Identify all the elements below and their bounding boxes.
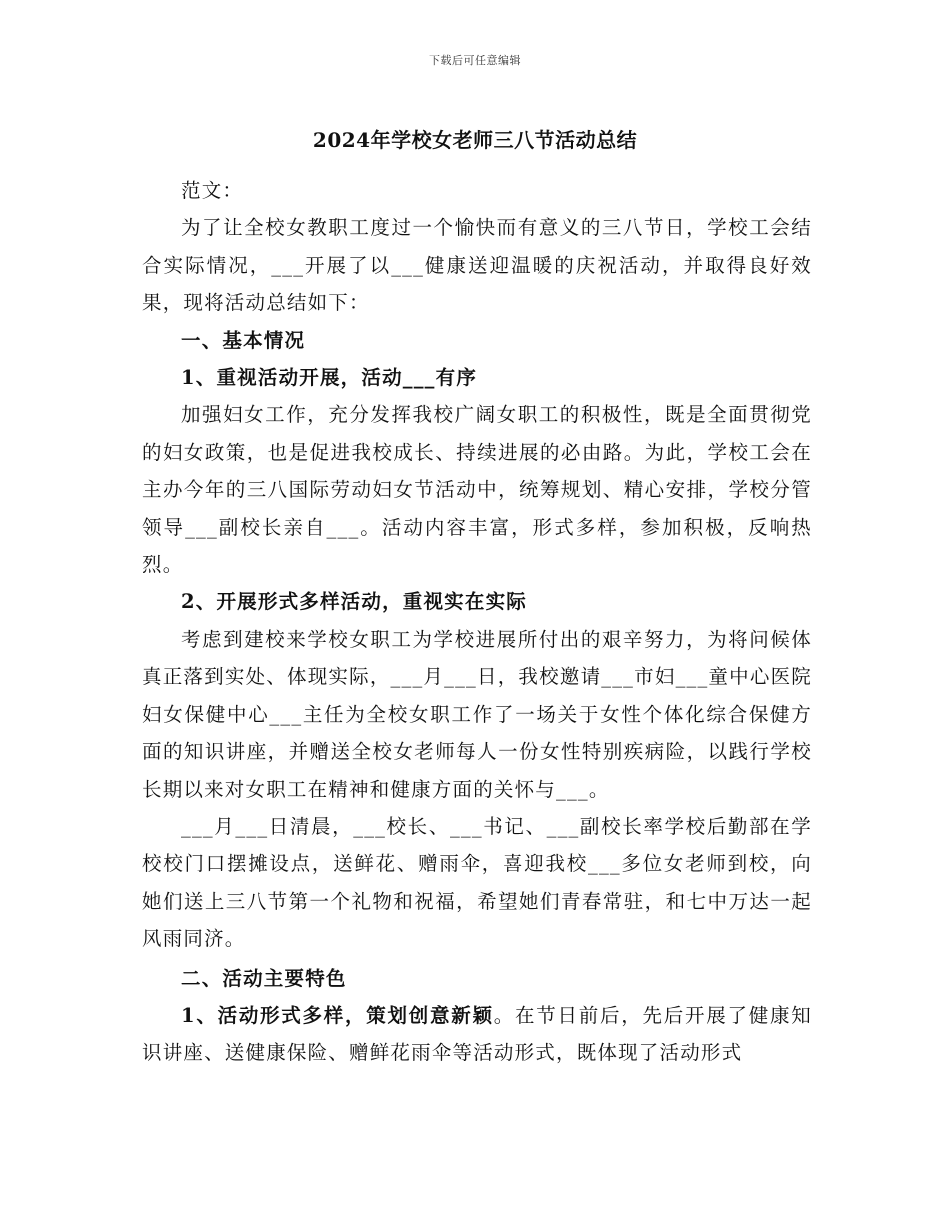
intro-paragraph: 为了让全校女教职工度过一个愉快而有意义的三八节日，学校工会结合实际情况，___开展了以___健康送迎温暖的庆祝活动，并取得良好效果，现将活动总结如下： — [142, 216, 812, 315]
section-heading-features: 二、活动主要特色 — [181, 966, 347, 990]
paragraph-feature-1 — [142, 997, 812, 1072]
paragraph-flowers-umbrellas: ___月___日清晨，___校长、___书记、___副校长率学校后勤部在学校校门口摆摊设点，送鲜花、赠雨伞，喜迎我校___多位女老师到校，向她们送上三八节第一个礼物和祝福，希望她们青春常驻，和七中万达一起风雨同济。 — [142, 814, 812, 951]
paragraph-health-lecture: 考虑到建校来学校女职工为学校进展所付出的艰辛努力，为将问候体真正落到实处、体现实际，___月___日，我校邀请___市妇___童中心医院妇女保健中心___主任为全校女职工作了一场关于女性个体化综合保健方面的知识讲座，并赠送全校女老师每人一份女性特别疾病险，以践行学校长期以来对女职工在精神和健康方面的关怀与___。 — [142, 627, 812, 801]
subheading-diverse-activities: 2、开展形式多样活动，重视实在实际 — [181, 590, 527, 614]
subheading-activity-order: 1、重视活动开展，活动___有序 — [181, 366, 478, 390]
feature-1-heading: 1、活动形式多样，策划创意新颖 — [181, 1003, 494, 1027]
document-title: 2024年学校女老师三八节活动总结 — [312, 128, 638, 152]
section-heading-basic: 一、基本情况 — [181, 328, 306, 352]
header-note: 下载后可任意编辑 — [429, 54, 521, 67]
feature-1-text: 。在节日前后，先后开展了健康知识讲座、送健康保险、赠鲜花雨伞等活动形式，既体现了活动形式 — [142, 1003, 812, 1065]
sample-label: 范文： — [181, 179, 244, 202]
paragraph-women-work: 加强妇女工作，充分发挥我校广阔女职工的积极性，既是全面贯彻党的妇女政策，也是促进我校成长、持续进展的必由路。为此，学校工会在主办今年的三八国际劳动妇女节活动中，统筹规划、精心安排，学校分管领导___副校长亲自___。活动内容丰富，形式多样，参加积极，反响热烈。 — [142, 403, 812, 577]
document-body — [142, 172, 812, 1072]
